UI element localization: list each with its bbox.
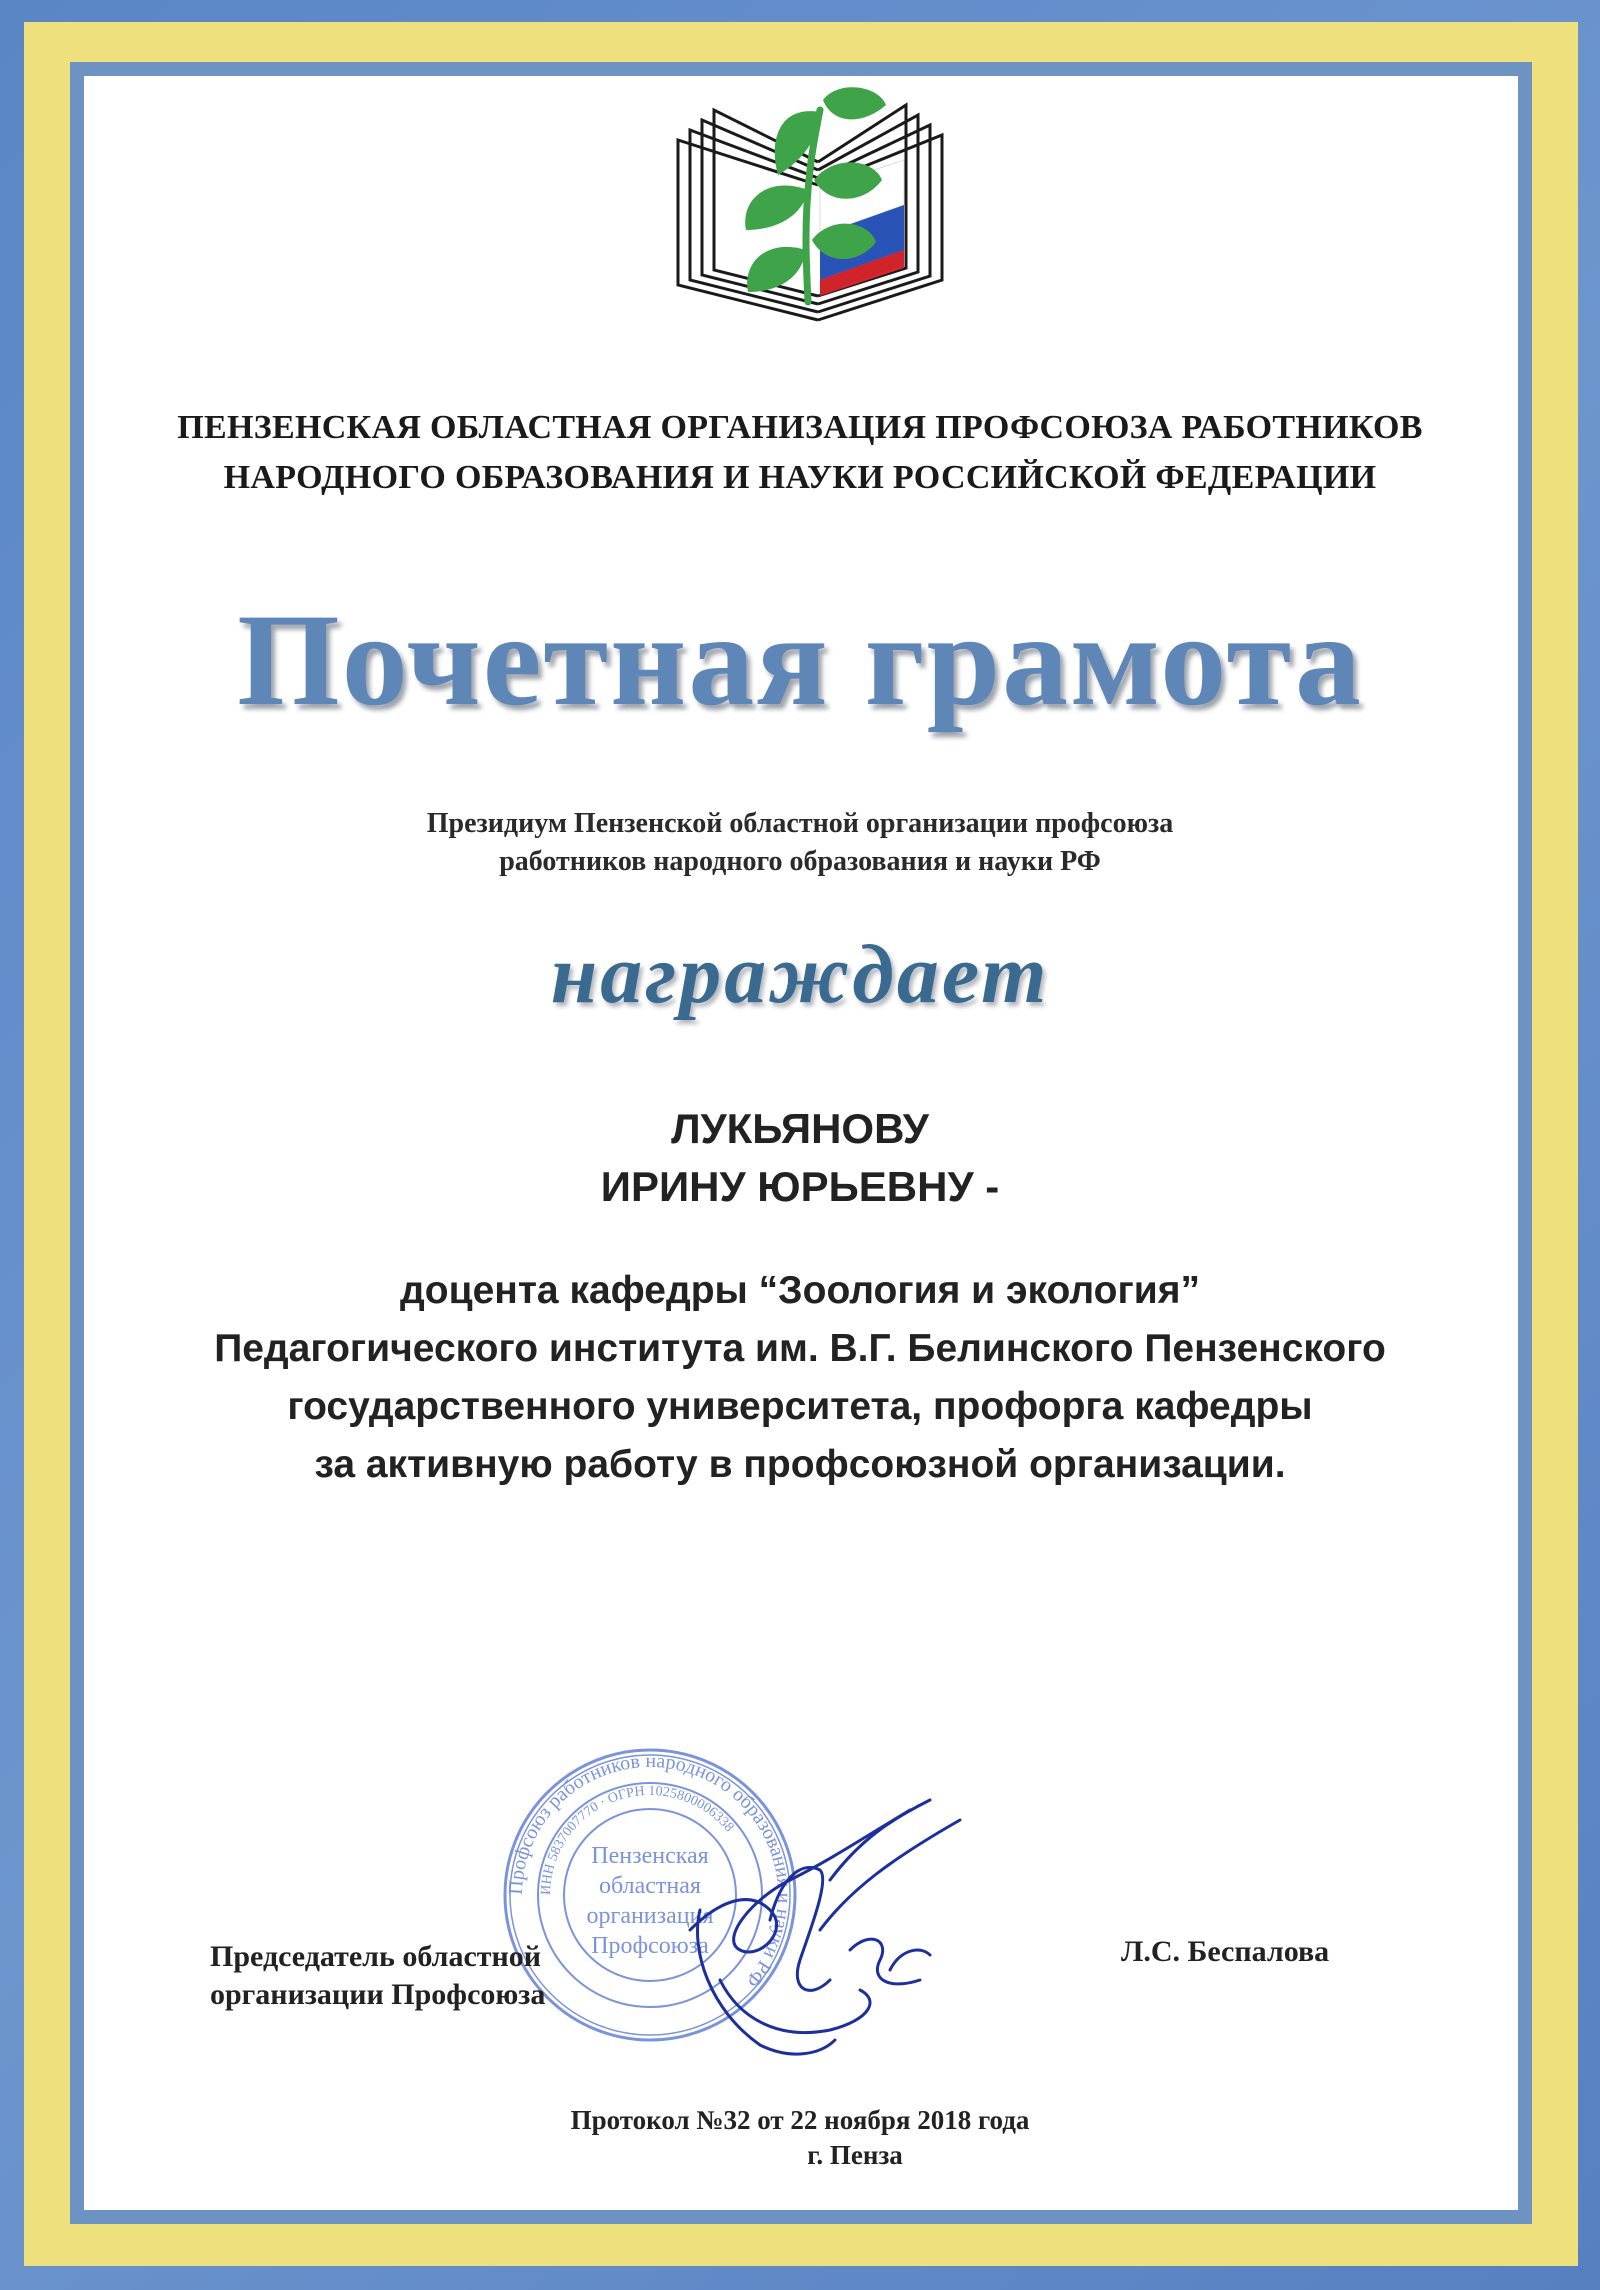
description-line-3: государственного университета, профорга кафедры [287, 1385, 1313, 1428]
protocol-reference [100, 2103, 1500, 2173]
open-book-with-sprout-emblem-icon [668, 80, 952, 370]
description-line-4: за активную работу в профсоюзной организации. [314, 1443, 1286, 1486]
description-line-2: Педагогического института им. В.Г. Белинского Пензенского [214, 1327, 1386, 1370]
presidium-line-2: работников народного образования и науки РФ [499, 846, 1101, 877]
stamp-center-line-1: Пензенская [591, 1843, 709, 1869]
description-line-1: доцента кафедры “Зоология и экология” [400, 1269, 1200, 1312]
recipient-line-2: ИРИНУ ЮРЬЕВНУ - [600, 1163, 1000, 1210]
city-line: г. Пенза [807, 2140, 903, 2170]
signatory-name: Л.С. Беспалова [1121, 1935, 1330, 1968]
handwritten-signature [660, 1780, 1020, 2070]
signatory-title-line-1: Председатель областной [210, 1940, 542, 1973]
signatory-title-line-2: организации Профсоюза [210, 1978, 546, 2011]
award-description [100, 1262, 1500, 1494]
protocol-line: Протокол №32 от 22 ноября 2018 года [570, 2105, 1030, 2135]
organization-line-2: НАРОДНОГО ОБРАЗОВАНИЯ И НАУКИ РОССИЙСКОЙ ФЕДЕРАЦИИ [223, 459, 1377, 496]
recipient-line-1: ЛУКЬЯНОВУ [671, 1105, 929, 1152]
organization-heading [100, 403, 1500, 503]
stamp-center-line-2: областная [599, 1873, 701, 1899]
certificate-title: Почетная грамота [237, 586, 1363, 733]
presidium-text [100, 805, 1500, 881]
stamp-ring-text: Профсоюз работников народного образования и науки РФ [504, 1749, 796, 1992]
stamp-center-line-4: Профсоюза [591, 1933, 709, 1959]
presidium-line-1: Президиум Пензенской областной организации профсоюза [426, 808, 1174, 839]
stamp-inner-ring-text: ИНН 5837007770 · ОГРН 1025800006338 [538, 1783, 737, 1896]
organization-line-1: ПЕНЗЕНСКАЯ ОБЛАСТНАЯ ОРГАНИЗАЦИЯ ПРОФСОЮЗА РАБОТНИКОВ [177, 409, 1423, 446]
recipient-name [100, 1100, 1500, 1216]
stamp-center-line-3: организация [586, 1903, 714, 1929]
awards-word: награждает [550, 928, 1050, 1021]
signatory-title [210, 1938, 545, 2014]
